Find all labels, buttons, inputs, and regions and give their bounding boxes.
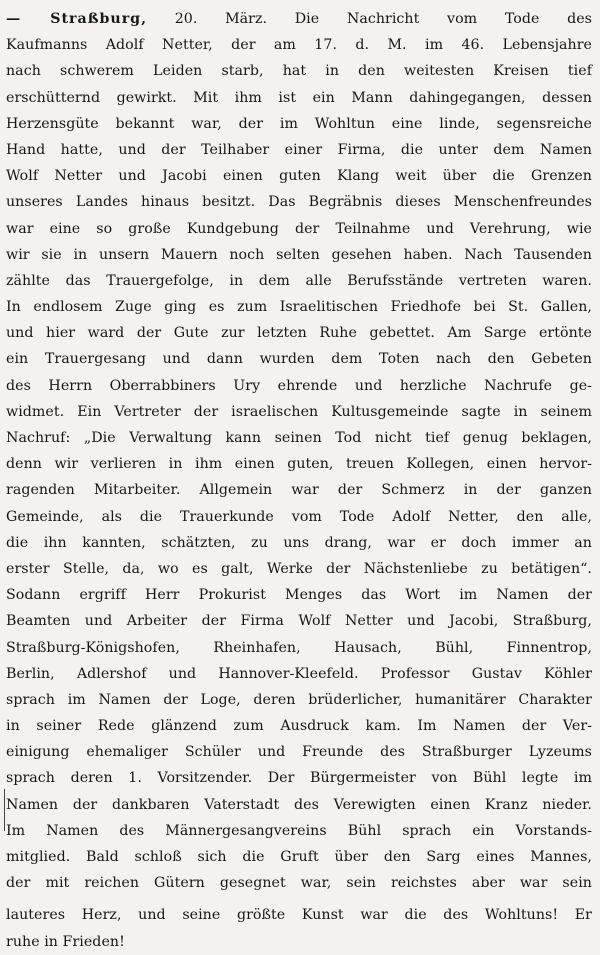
article-line-32: Im Namen des Männergesangvereins Bühl sprach ein Vorstands- bbox=[6, 822, 592, 839]
article-line-19: ragenden Mitarbeiter. Allgemein war der Schmerz in der ganzen bbox=[6, 482, 592, 499]
article-line-7: Wolf Netter und Jacobi einen guten Klang weit über die Grenzen bbox=[6, 168, 592, 185]
article-line-12: In endlosem Zuge ging es zum Israelitischen Friedhofe bei St. Gallen, bbox=[6, 299, 592, 316]
article-line-10: wir sie in unsern Mauern noch selten gesehen haben. Nach Tausenden bbox=[6, 246, 592, 263]
article-line-20: Gemeinde, als die Trauerkunde vom Tode Adolf Netter, den alle, bbox=[6, 508, 592, 525]
article-line-15: des Herrn Oberrabbiners Ury ehrende und herzliche Nachrufe ge- bbox=[6, 377, 592, 394]
article-line-18: denn wir verlieren in ihm einen guten, treuen Kollegen, einen hervor- bbox=[6, 456, 592, 473]
article-line-22: erster Stelle, da, wo es galt, Werke der Nächstenliebe zu betätigen“. bbox=[6, 560, 592, 577]
article-line-30: sprach deren 1. Vorsitzender. Der Bürgermeister von Bühl legte im bbox=[6, 770, 592, 787]
article-line-6: Hand hatte, und der Teilhaber einer Firma, die unter dem Namen bbox=[6, 141, 592, 158]
article-line-28: in seiner Rede glänzend zum Ausdruck kam. Im Namen der Ver- bbox=[6, 718, 592, 735]
article-line-17: Nachruf: „Die Verwaltung kann seinen Tod nicht tief genug beklagen, bbox=[6, 430, 592, 446]
article-line-26: Berlin, Adlershof und Hannover-Kleefeld. Professor Gustav Köhler bbox=[6, 665, 592, 682]
article-line-2: Kaufmanns Adolf Netter, der am 17. d. M. im 46. Lebensjahre bbox=[6, 37, 592, 54]
article-line-13: und hier ward der Gute zur letzten Ruhe gebettet. Am Sarge ertönte bbox=[6, 325, 592, 342]
article-line-16: widmet. Ein Vertreter der israelischen Kultusgemeinde sagte in seinem bbox=[6, 403, 592, 420]
article-continued-line-1: lauteres Herz, und seine größte Kunst war die des Wohltuns! Er bbox=[6, 907, 592, 924]
article-line-14: ein Trauergesang und dann wurden dem Toten nach den Gebeten bbox=[6, 351, 592, 368]
article-line-33: mitglied. Bald schloß sich die Gruft über den Sarg eines Mannes, bbox=[6, 849, 592, 865]
article-line-1-text: 20. März. Die Nachricht vom Tode des bbox=[147, 11, 592, 27]
article-line-23: Sodann ergriff Herr Prokurist Menges das Wort im Namen der bbox=[6, 587, 592, 604]
article-continued-line-2: ruhe in Frieden! bbox=[6, 933, 125, 950]
article-line-21: die ihn kannten, schätzten, zu uns drang, war er doch immer an bbox=[6, 534, 592, 551]
article-line-25: Straßburg-Königshofen, Rheinhafen, Hausach, Bühl, Finnentrop, bbox=[6, 639, 592, 656]
article-line-31: Namen der dankbaren Vaterstadt des Verewigten einen Kranz nieder. bbox=[6, 796, 592, 813]
article-line-8: unseres Landes hinaus besitzt. Das Begräbnis dieses Menschenfreundes bbox=[6, 194, 592, 211]
article-line-11: zählte das Trauergefolge, in dem alle Berufsstände vertreten waren. bbox=[6, 272, 592, 289]
article-line-24: Beamten und Arbeiter der Firma Wolf Netter und Jacobi, Straßburg, bbox=[6, 613, 592, 630]
article-line-27: sprach im Namen der Loge, deren brüderlicher, humanitärer Charakter bbox=[6, 691, 592, 708]
article-line-9: war eine so große Kundgebung der Teilnahme und Verehrung, wie bbox=[6, 220, 592, 237]
article-line-1 bbox=[6, 6, 592, 32]
article-line-4: erschütternd gewirkt. Mit ihm ist ein Mann dahingegangen, dessen bbox=[6, 89, 592, 106]
margin-rule bbox=[4, 789, 5, 831]
dateline: — Straßburg, bbox=[6, 11, 148, 27]
article-line-29: einigung ehemaliger Schüler und Freunde des Straßburger Lyzeums bbox=[6, 744, 592, 761]
article-line-3: nach schwerem Leiden starb, hat in den weitesten Kreisen tief bbox=[6, 63, 592, 80]
article-line-5: Herzensgüte bekannt war, der im Wohltun eine linde, segensreiche bbox=[6, 115, 592, 132]
article-line-34: der mit reichen Gütern gesegnet war, sein reichstes aber war sein bbox=[6, 875, 592, 892]
